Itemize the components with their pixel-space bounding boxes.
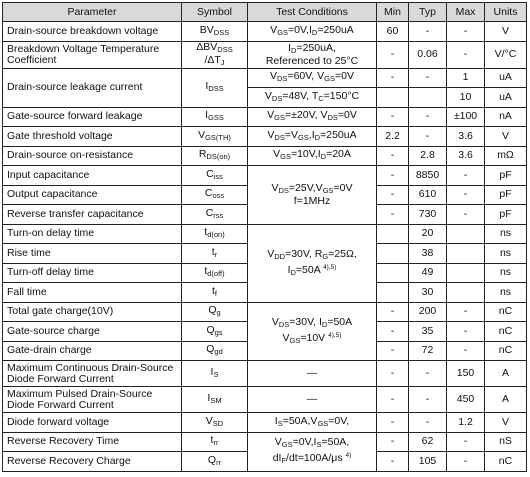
table-row-igss — [3, 107, 527, 127]
typ-cell: 610 — [409, 185, 447, 205]
max-cell: 3.6 — [447, 127, 485, 147]
symbol-cell: $BV_{DSS}$ — [182, 22, 248, 42]
max-cell — [447, 283, 485, 303]
min-cell: - — [377, 205, 409, 225]
parameter-cell: Reverse Recovery Charge — [3, 452, 182, 472]
table-row-tdon — [3, 224, 527, 244]
unit-cell: uA — [485, 68, 527, 88]
symbol-cell: $t_r$ — [182, 244, 248, 264]
parameter-cell: Breakdown Voltage Temperature Coefficient — [3, 41, 182, 68]
symbol-cell: $I_{GSS}$ — [182, 107, 248, 127]
min-cell: - — [377, 146, 409, 166]
condition-cell: $I_D=250uA$, Referenced to 25°C — [248, 41, 377, 68]
parameter-cell: Turn-off delay time — [3, 263, 182, 283]
max-cell: 150 — [447, 361, 485, 387]
typ-cell: 62 — [409, 432, 447, 452]
typ-cell: 8850 — [409, 166, 447, 186]
symbol-cell: $t_f$ — [182, 283, 248, 303]
table-row-trr — [3, 432, 527, 452]
symbol-cell: $C_{rss}$ — [182, 205, 248, 225]
min-cell: 2.2 — [377, 127, 409, 147]
parameter-cell: Input capacitance — [3, 166, 182, 186]
condition-cell: $V_{DD}=30V$, $R_G=25\Omega$, $I_D=50A$ $^{4),5)}$ — [248, 224, 377, 302]
electrical-characteristics-table — [2, 2, 527, 472]
max-cell: - — [447, 22, 485, 42]
typ-cell: - — [409, 413, 447, 433]
max-cell — [447, 263, 485, 283]
typ-cell: - — [409, 387, 447, 413]
min-cell — [377, 224, 409, 244]
typ-cell: 72 — [409, 341, 447, 361]
condition-cell: $I_S=50A,V_{GS}=0V$, — [248, 413, 377, 433]
unit-cell: A — [485, 361, 527, 387]
symbol-cell: $t_{d(on)}$ — [182, 224, 248, 244]
max-cell: - — [447, 322, 485, 342]
max-cell: - — [447, 205, 485, 225]
max-cell: - — [447, 452, 485, 472]
unit-cell: V — [485, 22, 527, 42]
condition-cell: $V_{DS}=25V,V_{GS}=0V$ f=1MHz — [248, 166, 377, 225]
header-test-conditions: Test Conditions — [248, 3, 377, 22]
max-cell: 450 — [447, 387, 485, 413]
header-symbol: Symbol — [182, 3, 248, 22]
table-row-qg — [3, 302, 527, 322]
min-cell: - — [377, 413, 409, 433]
unit-cell: uA — [485, 88, 527, 108]
unit-cell: nC — [485, 322, 527, 342]
unit-cell: A — [485, 387, 527, 413]
condition-cell: — — [248, 361, 377, 387]
max-cell: - — [447, 185, 485, 205]
typ-cell: - — [409, 127, 447, 147]
header-row — [3, 3, 527, 22]
min-cell — [377, 244, 409, 264]
typ-cell: 0.06 — [409, 41, 447, 68]
unit-cell: pF — [485, 166, 527, 186]
symbol-cell: $R_{DS(on)}$ — [182, 146, 248, 166]
typ-cell: 38 — [409, 244, 447, 264]
typ-cell: 105 — [409, 452, 447, 472]
min-cell: - — [377, 452, 409, 472]
min-cell: - — [377, 41, 409, 68]
symbol-cell: $t_{rr}$ — [182, 432, 248, 452]
parameter-cell: Drain-source on-resistance — [3, 146, 182, 166]
min-cell: - — [377, 387, 409, 413]
condition-cell: $V_{DS}=60V$, $V_{GS}=0V$ — [248, 68, 377, 88]
max-cell: - — [447, 166, 485, 186]
condition-cell: $V_{GS}=0V,I_S=50A$, $dI_F/dt=100A/\mu s$ $^{4)}$ — [248, 432, 377, 471]
header-typ: Typ — [409, 3, 447, 22]
symbol-cell: $I_{DSS}$ — [182, 68, 248, 107]
parameter-cell: Reverse transfer capacitance — [3, 205, 182, 225]
symbol-cell: $Q_{rr}$ — [182, 452, 248, 472]
unit-cell: nC — [485, 452, 527, 472]
typ-cell: 30 — [409, 283, 447, 303]
typ-cell: - — [409, 68, 447, 88]
condition-cell: $V_{DS}=48V$, $T_C=150^\circ C$ — [248, 88, 377, 108]
parameter-cell: Gate-source forward leakage — [3, 107, 182, 127]
table-row-bvdss — [3, 22, 527, 42]
unit-cell: ns — [485, 263, 527, 283]
header-min: Min — [377, 3, 409, 22]
symbol-cell: $I_{SM}$ — [182, 387, 248, 413]
table-row-idss_a — [3, 68, 527, 88]
min-cell — [377, 283, 409, 303]
max-cell: 3.6 — [447, 146, 485, 166]
symbol-cell: $Q_g$ — [182, 302, 248, 322]
symbol-cell: $I_S$ — [182, 361, 248, 387]
parameter-cell: Maximum Continuous Drain-Source Diode Forward Current — [3, 361, 182, 387]
unit-cell: pF — [485, 185, 527, 205]
condition-cell: $V_{GS}=0V,I_D=250uA$ — [248, 22, 377, 42]
max-cell: 1.2 — [447, 413, 485, 433]
table-row-vth — [3, 127, 527, 147]
parameter-cell: Drain-source leakage current — [3, 68, 182, 107]
unit-cell: ns — [485, 244, 527, 264]
min-cell: - — [377, 361, 409, 387]
parameter-cell: Output capacitance — [3, 185, 182, 205]
typ-cell: 20 — [409, 224, 447, 244]
typ-cell: 49 — [409, 263, 447, 283]
parameter-cell: Rise time — [3, 244, 182, 264]
condition-cell: $V_{DS}=30V$, $I_D=50A$ $V_{GS}=10V$ $^{4),5)}$ — [248, 302, 377, 361]
typ-cell: 2.8 — [409, 146, 447, 166]
min-cell — [377, 263, 409, 283]
typ-cell: 730 — [409, 205, 447, 225]
parameter-cell: Total gate charge(10V) — [3, 302, 182, 322]
min-cell: - — [377, 68, 409, 88]
unit-cell: ns — [485, 224, 527, 244]
symbol-cell: $Q_{gd}$ — [182, 341, 248, 361]
min-cell: - — [377, 322, 409, 342]
unit-cell: nC — [485, 341, 527, 361]
unit-cell: V — [485, 413, 527, 433]
symbol-cell: $C_{oss}$ — [182, 185, 248, 205]
unit-cell: mΩ — [485, 146, 527, 166]
max-cell: - — [447, 341, 485, 361]
max-cell: 10 — [447, 88, 485, 108]
parameter-cell: Gate-source charge — [3, 322, 182, 342]
symbol-cell: $t_{d(off)}$ — [182, 263, 248, 283]
condition-cell: $V_{DS}=V_{GS},I_D=250uA$ — [248, 127, 377, 147]
min-cell: - — [377, 302, 409, 322]
table-row-vsd — [3, 413, 527, 433]
min-cell: - — [377, 185, 409, 205]
max-cell: - — [447, 41, 485, 68]
typ-cell — [409, 88, 447, 108]
min-cell: - — [377, 107, 409, 127]
unit-cell: nS — [485, 432, 527, 452]
min-cell: - — [377, 166, 409, 186]
parameter-cell: Maximum Pulsed Drain-Source Diode Forward Current — [3, 387, 182, 413]
unit-cell: V — [485, 127, 527, 147]
symbol-cell: $\Delta BV_{DSS}$ $/\Delta T_J$ — [182, 41, 248, 68]
unit-cell: nA — [485, 107, 527, 127]
symbol-cell: $V_{GS(TH)}$ — [182, 127, 248, 147]
table-row-ciss — [3, 166, 527, 186]
min-cell — [377, 88, 409, 108]
typ-cell: - — [409, 107, 447, 127]
unit-cell: V/°C — [485, 41, 527, 68]
min-cell: - — [377, 432, 409, 452]
parameter-cell: Reverse Recovery Time — [3, 432, 182, 452]
table-row-ism — [3, 387, 527, 413]
max-cell: - — [447, 432, 485, 452]
typ-cell: 200 — [409, 302, 447, 322]
header-max: Max — [447, 3, 485, 22]
condition-cell: $V_{GS}=\pm 20V$, $V_{DS}=0V$ — [248, 107, 377, 127]
max-cell: 1 — [447, 68, 485, 88]
symbol-cell: $V_{SD}$ — [182, 413, 248, 433]
min-cell: - — [377, 341, 409, 361]
typ-cell: - — [409, 22, 447, 42]
header-parameter: Parameter — [3, 3, 182, 22]
condition-cell: $V_{GS}=10V,I_D=20A$ — [248, 146, 377, 166]
symbol-cell: $Q_{gs}$ — [182, 322, 248, 342]
symbol-cell: $C_{iss}$ — [182, 166, 248, 186]
table-row-rds — [3, 146, 527, 166]
max-cell — [447, 244, 485, 264]
table-row-is — [3, 361, 527, 387]
condition-cell: — — [248, 387, 377, 413]
max-cell: ±100 — [447, 107, 485, 127]
parameter-cell: Diode forward voltage — [3, 413, 182, 433]
max-cell — [447, 224, 485, 244]
table-row-dbv — [3, 41, 527, 68]
typ-cell: - — [409, 361, 447, 387]
parameter-cell: Drain-source breakdown voltage — [3, 22, 182, 42]
parameter-cell: Gate threshold voltage — [3, 127, 182, 147]
parameter-cell: Fall time — [3, 283, 182, 303]
max-cell: - — [447, 302, 485, 322]
unit-cell: pF — [485, 205, 527, 225]
unit-cell: nC — [485, 302, 527, 322]
parameter-cell: Turn-on delay time — [3, 224, 182, 244]
header-units: Units — [485, 3, 527, 22]
parameter-cell: Gate-drain charge — [3, 341, 182, 361]
table-body — [3, 22, 527, 472]
typ-cell: 35 — [409, 322, 447, 342]
unit-cell: ns — [485, 283, 527, 303]
min-cell: 60 — [377, 22, 409, 42]
